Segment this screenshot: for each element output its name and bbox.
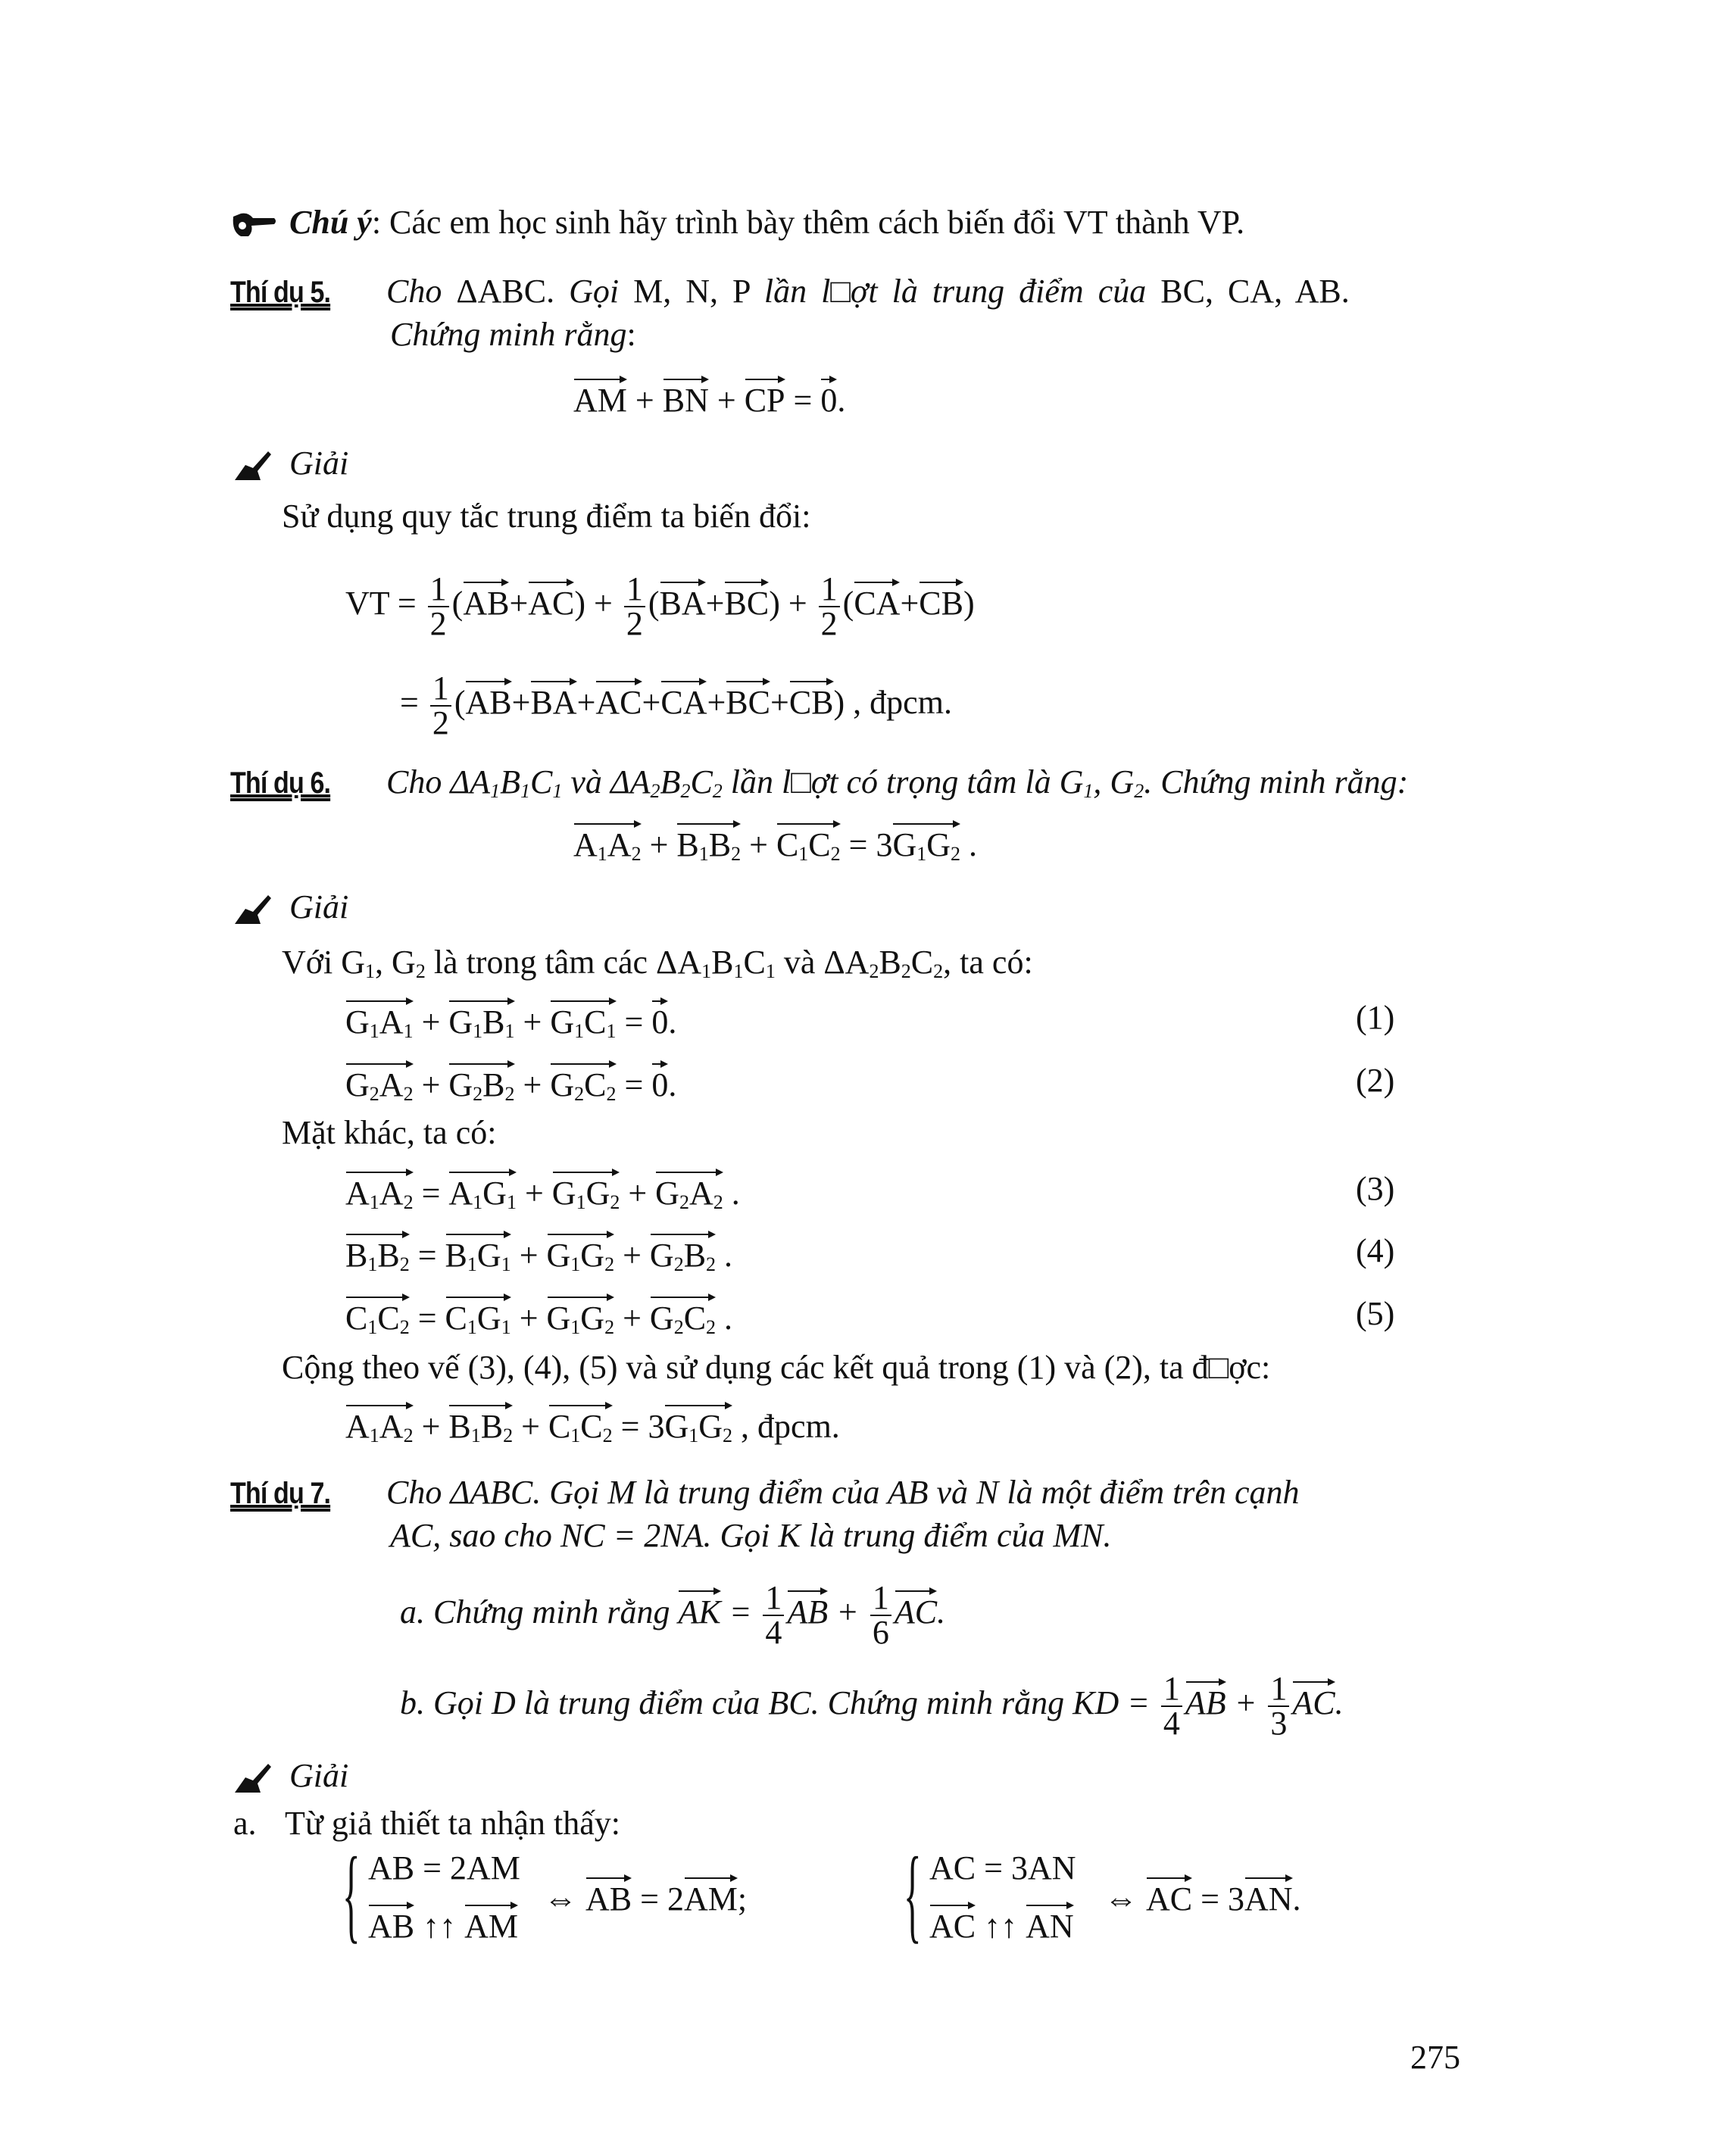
vector: $C_1C_2$ <box>548 1403 613 1456</box>
vector: AC <box>1292 1679 1335 1723</box>
vector: $G_1G_2$ <box>552 1169 620 1222</box>
system-1-bottom: AB ↑↑ AM <box>368 1902 518 1946</box>
vector: $G_1C_1$ <box>550 998 616 1051</box>
vector: $B_1B_2$ <box>345 1231 410 1284</box>
vector: $A_1A_2$ <box>345 1403 414 1456</box>
solution-6-final: $A_1A_2 + B_1B_2 + C_1C_2 = 3G_1G_2$ , đpcm. <box>345 1403 840 1456</box>
text: ΔABC. <box>442 273 570 310</box>
vector: $G_2B_2$ <box>650 1231 716 1284</box>
equation-3: $A_1A_2 = A_1G_1 + G_1G_2 + G_2A_2$ . <box>345 1169 740 1222</box>
example-7-heading <box>230 1473 348 1513</box>
fraction: $\frac{1}{2}$ <box>819 573 840 641</box>
vector: AM <box>684 1875 738 1919</box>
example-5-statement <box>386 272 1350 311</box>
page-number: 275 <box>1410 2039 1460 2076</box>
vector: $G_2C_2$ <box>550 1061 616 1114</box>
vector: $G_1G_2$ <box>892 821 960 874</box>
equation-number: (1) <box>1356 999 1395 1036</box>
vector: BA <box>530 679 576 722</box>
equation-number: (3) <box>1356 1170 1395 1207</box>
equation-5: $C_1C_2 = C_1G_1 + G_1G_2 + G_2C_2$ . <box>345 1294 732 1347</box>
equation-4: $B_1B_2 = B_1G_1 + G_1G_2 + G_2B_2$ . <box>345 1231 732 1284</box>
solution-5-intro: Sử dụng quy tắc trung điểm ta biến đổi: <box>282 498 811 535</box>
text: Chứng minh rằng <box>390 316 627 353</box>
example-6-heading <box>230 763 348 803</box>
vector: $G_1G_2$ <box>547 1294 615 1347</box>
vector: AB <box>1185 1679 1226 1723</box>
vector: BA <box>660 579 706 623</box>
fraction: $\frac{1}{2}$ <box>430 672 451 740</box>
text: lần l□ợt là trung điểm của <box>763 273 1147 310</box>
vector: $G_2A_2$ <box>655 1169 723 1222</box>
fraction: $\frac{1}{2}$ <box>428 573 449 641</box>
vector: 0 <box>651 998 668 1042</box>
pointing-hand-icon <box>230 209 279 242</box>
vector: BC <box>724 579 769 623</box>
example-7-label: Thí dụ 7. <box>230 1477 331 1510</box>
example-5-equation: AM + BN + CP = 0. <box>573 376 845 420</box>
vector: $B_1G_1$ <box>445 1231 511 1284</box>
vector: AK <box>678 1588 720 1632</box>
vector: $G_1A_1$ <box>345 998 414 1051</box>
vector: $G_2C_2$ <box>650 1294 716 1347</box>
text: M, N, P <box>619 273 764 310</box>
writing-hand-icon <box>230 1762 279 1796</box>
system-2-top: AC = 3AN <box>929 1849 1076 1886</box>
vector: AB <box>585 1875 632 1919</box>
equation-1: $G_1A_1 + G_1B_1 + G_1C_1 = 0$. <box>345 998 676 1051</box>
vector: $G_2B_2$ <box>448 1061 514 1114</box>
vector: $G_2A_2$ <box>345 1061 414 1114</box>
vector: $C_1G_1$ <box>445 1294 511 1347</box>
note-line <box>230 203 1244 242</box>
example-6-equation: $A_1A_2 + B_1B_2 + C_1C_2 = 3G_1G_2$ . <box>573 821 977 874</box>
system-1-top: AB = 2AM <box>368 1849 520 1886</box>
left-brace: { <box>904 1836 922 1953</box>
vector: 0 <box>651 1061 668 1105</box>
equation-number: (2) <box>1356 1062 1395 1099</box>
vector: AN <box>1244 1875 1293 1919</box>
left-brace: { <box>342 1836 361 1953</box>
vector: AM <box>464 1902 518 1946</box>
example-5-heading <box>230 272 348 312</box>
vector: BC <box>726 679 770 722</box>
fraction: $\frac{1}{4}$ <box>763 1581 784 1649</box>
vector: CB <box>919 579 963 623</box>
example-7-part-a: a. Chứng minh rằng AK = $\frac{1}{4}$ AB + $\frac{1}{6}$ AC. <box>400 1579 946 1651</box>
text: : <box>626 316 636 353</box>
note-text: : Các em học sinh hãy trình bày thêm cách biến đổi VT thành VP. <box>371 204 1245 241</box>
system-2-result: ⇔ AC = 3AN. <box>1104 1875 1301 1919</box>
vector: AB <box>368 1902 414 1946</box>
vector: $B_1B_2$ <box>448 1403 513 1456</box>
vector: AM <box>573 376 627 420</box>
vector: $A_1A_2$ <box>573 821 642 874</box>
text: BC, CA, AB. <box>1146 273 1350 310</box>
vector: CA <box>660 679 707 722</box>
example-7-line2: AC, sao cho NC = 2NA. Gọi K là trung điểm của MN. <box>390 1517 1112 1554</box>
equation-number: (4) <box>1356 1232 1395 1269</box>
vector: AC <box>595 679 642 722</box>
example-7-line1: Cho ΔABC. Gọi M là trung điểm của AB và N là một điểm trên cạnh <box>386 1474 1300 1511</box>
vector: BN <box>663 376 709 420</box>
vector: AN <box>1026 1902 1074 1946</box>
writing-hand-icon <box>230 450 279 483</box>
example-5-label: Thí dụ 5. <box>230 276 331 309</box>
vector: AC <box>528 579 574 623</box>
text: Cho <box>386 273 442 310</box>
system-2-bottom: AC ↑↑ AN <box>929 1902 1074 1946</box>
example-6-label: Thí dụ 6. <box>230 766 331 800</box>
solution-5-eq2: = $\frac{1}{2}$ (AB+BA+AC+CA+BC+CB) , đpcm. <box>400 669 952 741</box>
vector: AC <box>895 1588 937 1632</box>
vector: 0 <box>820 376 837 420</box>
vector: CA <box>854 579 900 623</box>
solution-heading <box>230 444 348 483</box>
example-7-part-b: b. Gọi D là trung điểm của BC. Chứng minh rằng KD = $\frac{1}{4}$ AB + $\frac{1}{3}$ AC. <box>400 1670 1344 1742</box>
solution-7-a-label: a. <box>233 1805 257 1842</box>
fraction: $\frac{1}{6}$ <box>870 1581 891 1649</box>
vector: AB <box>465 679 511 722</box>
vector: AB <box>463 579 509 623</box>
system-1-result: ⇔ AB = 2AM; <box>544 1875 747 1919</box>
vector: $G_1B_1$ <box>448 998 514 1051</box>
vector: $A_1G_1$ <box>448 1169 517 1222</box>
note-label: Chú ý <box>289 204 372 241</box>
equation-2: $G_2A_2 + G_2B_2 + G_2C_2 = 0$. <box>345 1061 676 1114</box>
vector: $C_1C_2$ <box>776 821 841 874</box>
solution-heading <box>230 1756 348 1796</box>
solution-label: Giải <box>289 445 349 482</box>
solution-6-sum: Cộng theo vế (3), (4), (5) và sử dụng các kết quả trong (1) và (2), ta đ□ợc: <box>282 1349 1271 1386</box>
vector: AB <box>787 1588 828 1632</box>
vector: AC <box>1146 1875 1192 1919</box>
vector: CP <box>745 376 785 420</box>
solution-6-intro: Với $G_1$, $G_2$ là trong tâm các $\Delta A_1B_1C_1$ và $\Delta A_2B_2C_2$, ta có: <box>282 944 1033 982</box>
example-6-statement: Cho $\Delta A_1B_1C_1$ và $\Delta A_2B_2C_2$ lần l□ợt có trọng tâm là $G_1$, $G_2$. Chứng minh rằng: <box>386 763 1409 802</box>
solution-label: Giải <box>289 888 349 925</box>
vector: AC <box>929 1902 976 1946</box>
fraction: $\frac{1}{4}$ <box>1161 1672 1182 1740</box>
solution-5-eq1: VT = $\frac{1}{2}$ (AB+AC) + $\frac{1}{2}$ (BA+BC) + $\frac{1}{2}$ (CA+CB) <box>345 570 975 642</box>
vector: $G_1G_2$ <box>664 1403 732 1456</box>
solution-6-mid: Mặt khác, ta có: <box>282 1114 497 1151</box>
solution-7-a-intro: Từ giả thiết ta nhận thấy: <box>285 1805 620 1842</box>
fraction: $\frac{1}{3}$ <box>1268 1672 1289 1740</box>
vector: CB <box>789 679 834 722</box>
vector: $B_1B_2$ <box>676 821 741 874</box>
vector: $A_1A_2$ <box>345 1169 414 1222</box>
solution-heading <box>230 888 348 927</box>
vector: $G_1G_2$ <box>547 1231 615 1284</box>
vector: $C_1C_2$ <box>345 1294 410 1347</box>
example-5-prove <box>390 315 636 354</box>
equation-number: (5) <box>1356 1295 1395 1332</box>
text: Gọi <box>569 273 620 310</box>
writing-hand-icon <box>230 894 279 927</box>
fraction: $\frac{1}{2}$ <box>624 573 645 641</box>
solution-label: Giải <box>289 1757 349 1794</box>
